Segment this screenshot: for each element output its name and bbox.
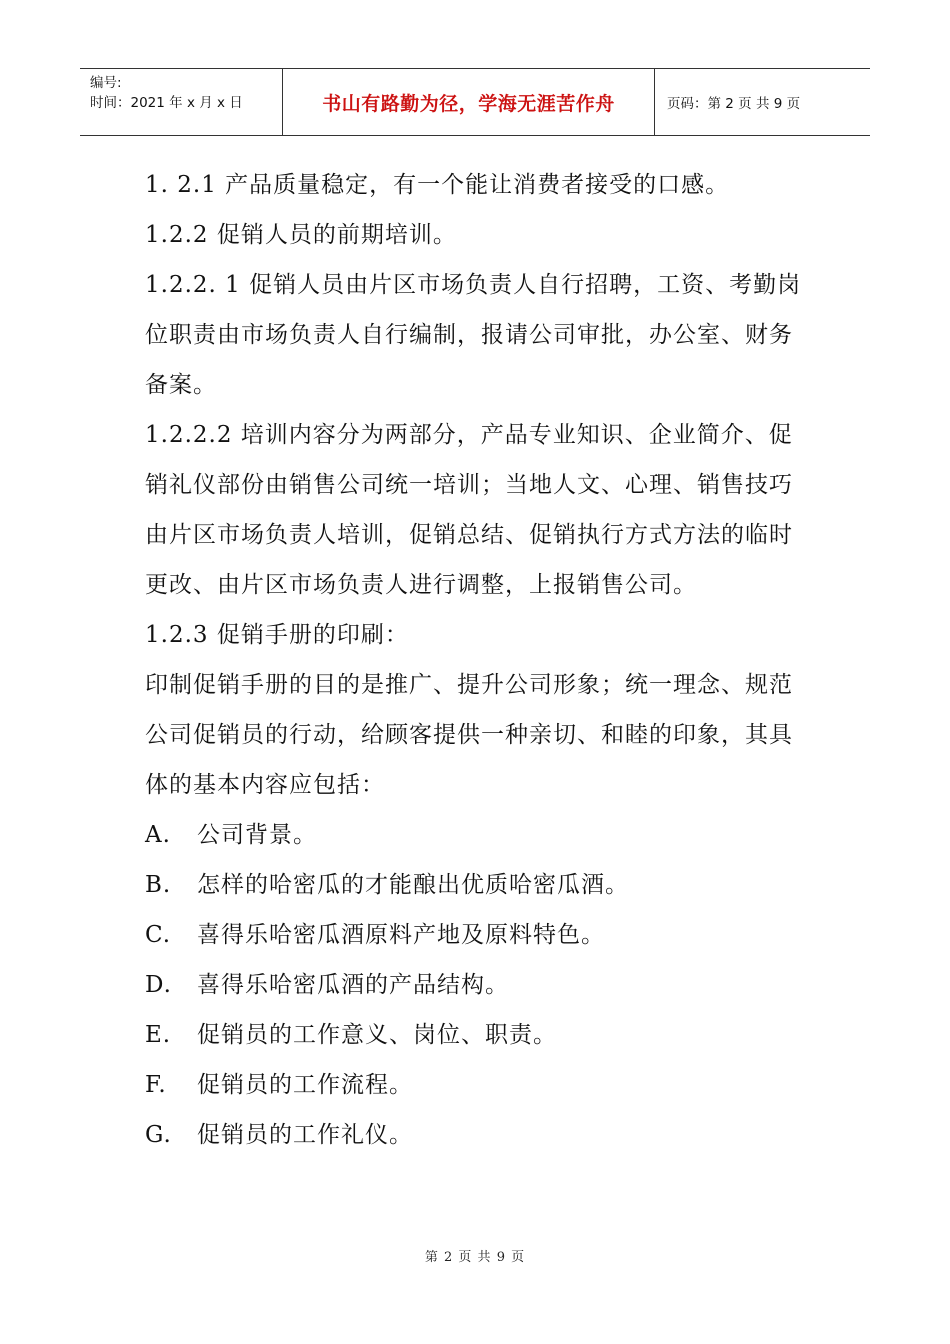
header-page-info: 页码：第 2 页 共 9 页 <box>667 96 801 112</box>
list-item-letter: D. <box>145 972 172 998</box>
list-item-text: 促销员的工作礼仪。 <box>197 1122 413 1148</box>
list-item-letter: E. <box>145 1022 172 1048</box>
header-meta-cell <box>80 69 283 135</box>
paragraph-training-content: 1.2.2.2 培训内容分为两部分，产品专业知识、企业简介、促销礼仪部份由销售公司统一培训；当地人文、心理、销售技巧由片区市场负责人培训，促销总结、促销执行方式方法的临时更改、由片区市场负责人进行调整，上报销售公司。 <box>145 422 793 598</box>
document-header <box>80 68 870 136</box>
document-body <box>145 160 810 1160</box>
document-time-label: 时间：2021 年 x 月 x 日 <box>90 95 243 111</box>
list-item-letter: G. <box>145 1122 172 1148</box>
page-footer: 第 2 页 共 9 页 <box>424 1250 526 1265</box>
header-page-cell <box>655 69 870 135</box>
paragraph-training-heading: 1.2.2 促销人员的前期培训。 <box>145 222 457 248</box>
list-item-letter: B. <box>145 872 172 898</box>
list-item-letter: F. <box>145 1072 167 1098</box>
list-item-letter: C. <box>145 922 172 948</box>
paragraph-manual-purpose: 印制促销手册的目的是推广、提升公司形象；统一理念、规范公司促销员的行动，给顾客提供一种亲切、和睦的印象，其具体的基本内容应包括： <box>145 672 793 798</box>
list-item-text: 促销员的工作意义、岗位、职责。 <box>197 1022 557 1048</box>
list-item-text: 促销员的工作流程。 <box>197 1072 413 1098</box>
paragraph-manual-heading: 1.2.3 促销手册的印刷： <box>145 622 409 648</box>
paragraph-recruitment: 1.2.2. 1 促销人员由片区市场负责人自行招聘，工资、考勤岗位职责由市场负责人自行编制，报请公司审批，办公室、财务备案。 <box>145 272 802 398</box>
list-item <box>145 810 810 860</box>
list-item <box>145 960 810 1010</box>
paragraph-product-quality: 1. 2.1 产品质量稳定，有一个能让消费者接受的口感。 <box>145 172 730 198</box>
list-item-text: 公司背景。 <box>197 822 317 848</box>
list-item <box>145 1010 810 1060</box>
list-item <box>145 910 810 960</box>
header-motto: 书山有路勤为径，学海无涯苦作舟 <box>322 92 615 115</box>
list-item <box>145 1060 810 1110</box>
document-number-label: 编号: <box>90 75 122 91</box>
list-item <box>145 860 810 910</box>
list-item-text: 怎样的哈密瓜的才能酿出优质哈密瓜酒。 <box>197 872 629 898</box>
list-item-text: 喜得乐哈密瓜酒原料产地及原料特色。 <box>197 922 605 948</box>
list-item <box>145 1110 810 1160</box>
list-item-letter: A. <box>145 822 171 848</box>
list-item-text: 喜得乐哈密瓜酒的产品结构。 <box>197 972 509 998</box>
header-motto-cell <box>283 69 655 135</box>
